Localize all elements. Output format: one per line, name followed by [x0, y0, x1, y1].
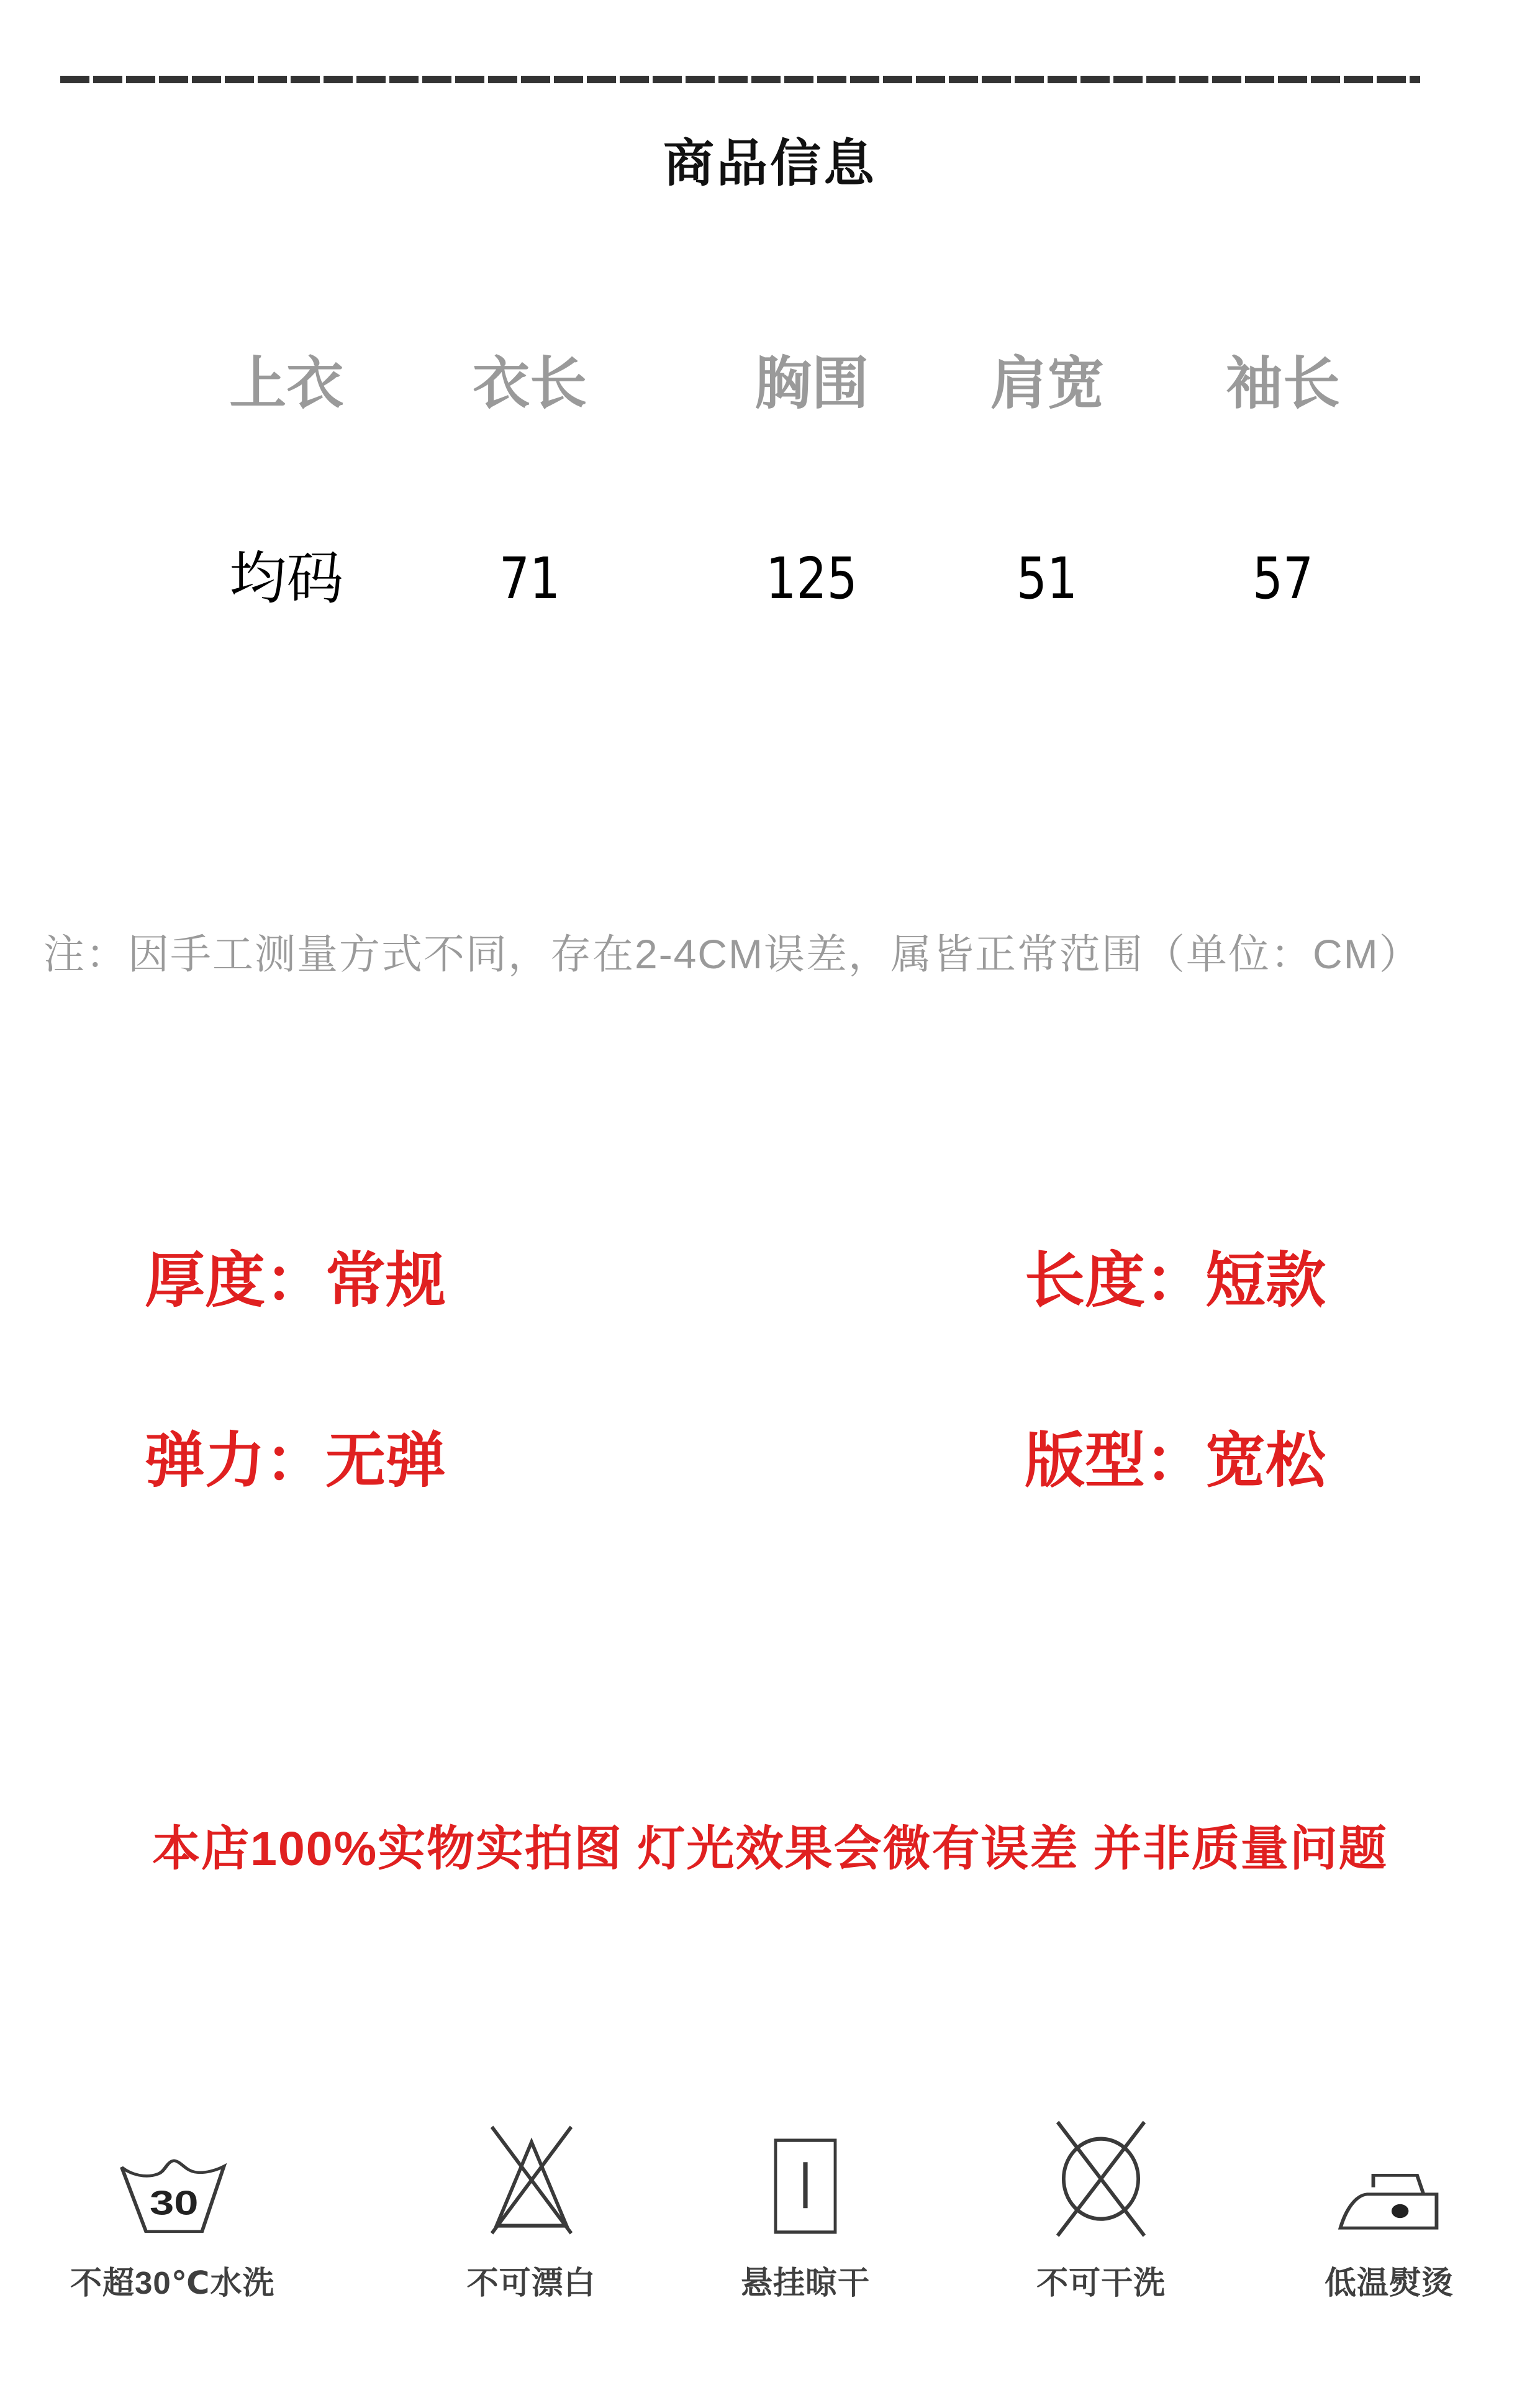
- attribute-fit: 版型：宽松: [1025, 1427, 1326, 1494]
- size-table-header-chest: 胸围: [754, 352, 869, 416]
- care-icons-row: [0, 2099, 1540, 2348]
- size-table-value-row: [0, 545, 1540, 612]
- size-table-header-length: 衣长: [473, 352, 587, 416]
- care-label-wash: 不超30℃水洗: [70, 2265, 275, 2301]
- no-bleach-icon: [473, 2114, 590, 2241]
- care-label-hang-dry: 悬挂晾干: [741, 2265, 871, 2301]
- care-item-hang-dry: [741, 2099, 870, 2303]
- care-label-low-iron: 低温熨烫: [1324, 2265, 1454, 2301]
- attribute-elasticity: 弹力：无弹: [145, 1427, 446, 1494]
- hang-dry-icon: [756, 2132, 855, 2241]
- no-dry-clean-icon: [1041, 2112, 1161, 2241]
- attribute-length: 长度：短款: [1025, 1247, 1326, 1314]
- care-label-no-bleach: 不可漂白: [466, 2265, 596, 2301]
- size-table-header-row: [0, 353, 1540, 415]
- attribute-thickness: 厚度：常规: [145, 1247, 446, 1314]
- size-table-header-shoulder: 肩宽: [990, 352, 1105, 416]
- wash-30-icon: [112, 2146, 233, 2241]
- low-temp-iron-icon: [1328, 2142, 1450, 2241]
- care-item-no-dry-clean: [1036, 2099, 1166, 2303]
- top-dashed-divider: [60, 76, 1420, 83]
- measurement-note: 注：因手工测量方式不同，存在2-4CM误差，属皆正常范围（单位：CM）: [43, 931, 1421, 977]
- care-item-wash: [70, 2099, 275, 2303]
- svg-text:30: 30: [149, 2184, 198, 2222]
- size-table-cell-size: 均码: [229, 547, 344, 611]
- size-table-cell-sleeve: 57: [1252, 545, 1314, 612]
- size-table-cell-shoulder: 51: [1017, 545, 1078, 612]
- size-table-header-sleeve: 袖长: [1225, 352, 1340, 416]
- size-table-cell-chest: 125: [766, 545, 858, 612]
- care-item-no-bleach: [467, 2099, 596, 2303]
- page-title: 商品信息: [663, 135, 877, 192]
- photo-disclaimer: 本店100%实物实拍图 灯光效果会微有误差 并非质量问题: [152, 1822, 1388, 1876]
- care-label-no-dry-clean: 不可干洗: [1036, 2265, 1166, 2301]
- care-item-low-iron: [1325, 2099, 1454, 2303]
- size-table-header-garment: 上衣: [229, 352, 344, 416]
- size-table-cell-length: 71: [499, 545, 561, 612]
